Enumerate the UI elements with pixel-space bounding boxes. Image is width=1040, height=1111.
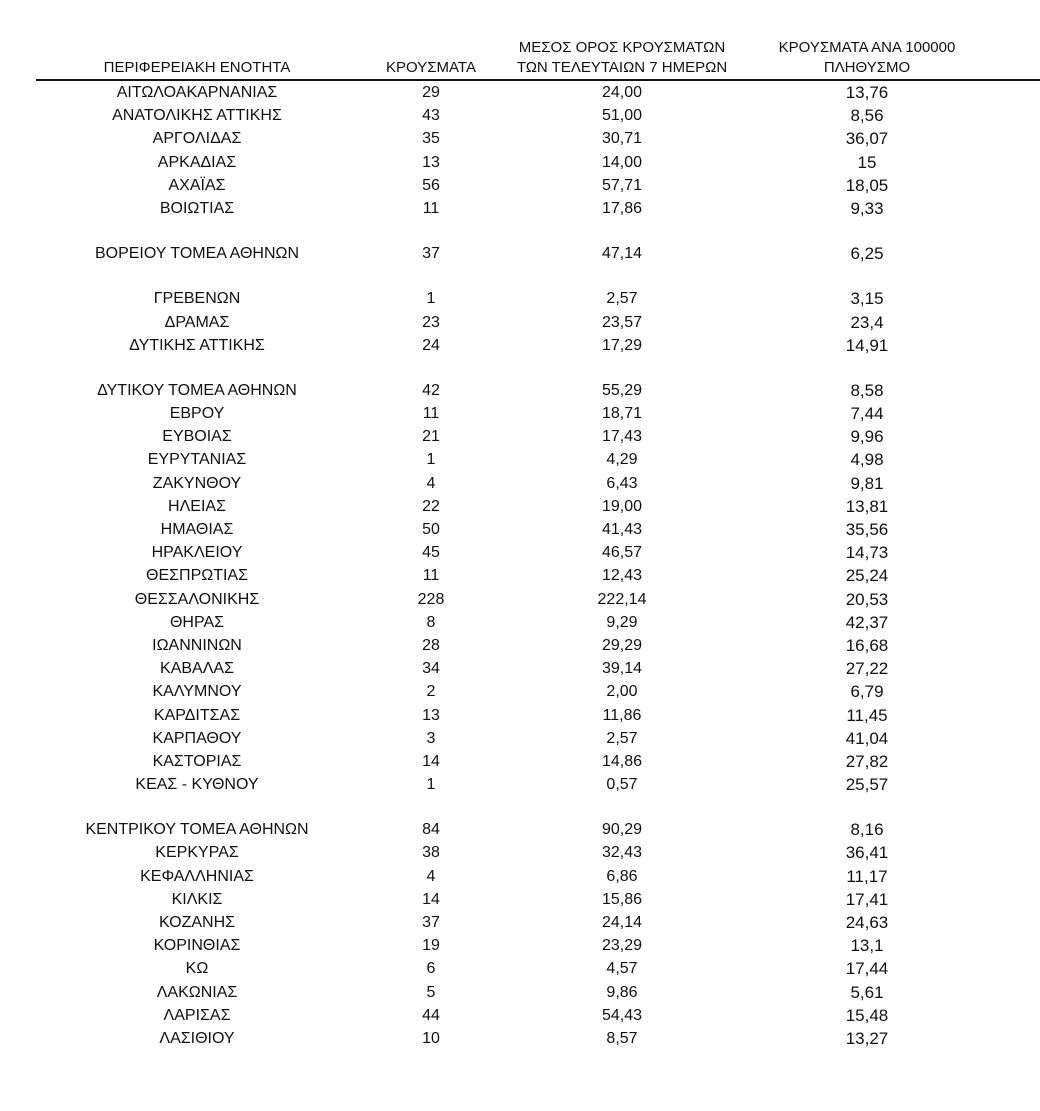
region-cell: ΙΩΑΝΝΙΝΩΝ <box>152 636 242 654</box>
region-cell: ΚΟΡΙΝΘΙΑΣ <box>153 937 241 955</box>
average-cell: 2,57 <box>606 290 638 308</box>
rate-cell: 11,45 <box>846 705 888 725</box>
cases-cell: 37 <box>422 914 440 931</box>
region-cell: ΘΕΣΣΑΛΟΝΙΚΗΣ <box>134 590 260 608</box>
average-cell: 0,57 <box>606 776 638 794</box>
average-cell: 18,71 <box>601 405 643 423</box>
table-row <box>36 1027 1004 1050</box>
average-cell: 222,14 <box>597 590 647 608</box>
average-cell: 4,29 <box>606 451 638 469</box>
table-row <box>36 704 1004 727</box>
region-cell: ΚΑΡΠΑΘΟΥ <box>152 729 242 747</box>
cases-cell: 228 <box>417 590 445 608</box>
region-cell: ΕΥΒΟΙΑΣ <box>162 428 232 446</box>
table-row <box>36 957 1004 980</box>
average-cell: 14,86 <box>601 752 643 770</box>
cases-cell: 11 <box>422 199 440 217</box>
cases-cell: 34 <box>422 660 440 678</box>
region-cell: ΚΕΦΑΛΛΗΝΙΑΣ <box>140 867 254 885</box>
table-row <box>36 611 1004 634</box>
region-cell: ΚΑΣΤΟΡΙΑΣ <box>152 752 242 770</box>
header-region <box>36 38 358 78</box>
cases-cell: 37 <box>422 245 440 263</box>
cases-cell: 13 <box>422 153 440 171</box>
rate-cell: 8,56 <box>850 106 884 126</box>
average-cell: 4,57 <box>606 960 638 978</box>
table-row <box>36 127 1004 150</box>
average-cell: 17,29 <box>601 336 643 354</box>
table-row <box>36 242 1004 265</box>
rate-cell: 23,4 <box>850 312 884 332</box>
region-cell: ΑΙΤΩΛΟΑΚΑΡΝΑΝΙΑΣ <box>116 84 278 101</box>
cases-cell: 23 <box>422 313 440 331</box>
region-cell: ΘΕΣΠΡΩΤΙΑΣ <box>146 567 248 585</box>
average-cell: 19,00 <box>601 497 643 515</box>
average-cell: 39,14 <box>601 660 643 678</box>
cases-cell: 11 <box>422 405 440 423</box>
region-cell: ΚΑΒΑΛΑΣ <box>160 660 234 678</box>
cases-cell: 21 <box>422 428 440 446</box>
average-cell: 90,29 <box>601 821 643 839</box>
table-row <box>36 104 1004 127</box>
cases-cell: 2 <box>426 683 436 701</box>
cases-cell: 35 <box>422 130 440 148</box>
cases-cell: 6 <box>426 960 436 978</box>
header-rate <box>761 38 973 78</box>
region-cell: ΚΟΖΑΝΗΣ <box>158 914 236 931</box>
rate-cell: 20,53 <box>845 589 889 609</box>
rate-cell: 6,79 <box>850 682 884 702</box>
table-row <box>36 541 1004 564</box>
cases-cell: 22 <box>422 497 440 515</box>
rate-cell: 27,82 <box>845 751 889 771</box>
table-row <box>36 680 1004 703</box>
region-cell: ΚΙΛΚΙΣ <box>171 890 223 908</box>
average-cell: 46,57 <box>601 544 643 562</box>
rate-cell: 8,16 <box>850 820 884 840</box>
rate-cell: 13,76 <box>845 83 889 102</box>
table-row <box>36 81 1004 104</box>
rate-cell: 3,15 <box>850 289 884 309</box>
cases-cell: 28 <box>422 636 440 654</box>
header-average-line-1: ΜΕΣΟΣ ΟΡΟΣ ΚΡΟΥΣΜΑΤΩΝ <box>518 39 726 56</box>
rate-cell: 15,48 <box>845 1005 889 1025</box>
region-cell: ΓΡΕΒΕΝΩΝ <box>153 290 241 308</box>
cases-cell: 1 <box>426 776 436 794</box>
region-cell: ΒΟΡΕΙΟΥ ΤΟΜΕΑ ΑΘΗΝΩΝ <box>94 245 300 263</box>
region-cell: ΕΒΡΟΥ <box>169 405 225 423</box>
average-cell: 55,29 <box>601 381 643 399</box>
region-cell: ΚΩ <box>185 960 209 978</box>
rate-cell: 13,1 <box>850 936 884 956</box>
cases-cell: 4 <box>426 474 436 492</box>
region-cell: ΚΑΡΔΙΤΣΑΣ <box>153 706 241 724</box>
average-cell: 23,29 <box>601 937 643 955</box>
rate-cell: 5,61 <box>850 982 884 1002</box>
table-row <box>36 564 1004 587</box>
region-cell: ΛΑΡΙΣΑΣ <box>163 1006 231 1024</box>
cases-cell: 29 <box>422 84 440 101</box>
table-row <box>36 448 1004 471</box>
table-row <box>36 818 1004 841</box>
rate-cell: 4,98 <box>850 450 884 470</box>
table-row <box>36 402 1004 425</box>
table-row <box>36 750 1004 773</box>
cases-cell: 45 <box>422 544 440 562</box>
region-cell: ΛΑΣΙΘΙΟΥ <box>159 1029 235 1047</box>
rate-cell: 35,56 <box>845 520 889 539</box>
cases-cell: 10 <box>422 1029 440 1047</box>
average-cell: 17,43 <box>601 428 643 446</box>
data-table <box>36 81 1004 1050</box>
average-cell: 32,43 <box>601 844 643 862</box>
cases-cell: 1 <box>426 451 436 469</box>
region-cell: ΑΡΓΟΛΙΔΑΣ <box>152 130 242 148</box>
table-row <box>36 197 1004 220</box>
average-cell: 24,14 <box>601 914 643 931</box>
header-average-line-2: ΤΩΝ ΤΕΛΕΥΤΑΙΩΝ 7 ΗΜΕΡΩΝ <box>516 59 728 76</box>
rate-cell: 15 <box>857 152 877 172</box>
rate-cell: 25,24 <box>845 566 889 586</box>
table-row <box>36 472 1004 495</box>
cases-cell: 43 <box>422 107 440 125</box>
header-cases <box>376 38 486 78</box>
table-row <box>36 934 1004 957</box>
average-cell: 6,43 <box>606 474 638 492</box>
average-cell: 6,86 <box>606 867 638 885</box>
rate-cell: 14,73 <box>845 543 889 563</box>
average-cell: 9,86 <box>606 983 638 1001</box>
table-row <box>36 865 1004 888</box>
table-row <box>36 888 1004 911</box>
header-average <box>498 38 746 78</box>
region-cell: ΗΜΑΘΙΑΣ <box>160 521 234 538</box>
average-cell: 15,86 <box>601 890 643 908</box>
cases-cell: 13 <box>422 706 440 724</box>
rate-cell: 9,33 <box>850 198 884 218</box>
region-cell: ΖΑΚΥΝΘΟΥ <box>152 474 242 492</box>
cases-cell: 3 <box>426 729 436 747</box>
region-cell: ΔΥΤΙΚΟΥ ΤΟΜΕΑ ΑΘΗΝΩΝ <box>97 381 297 399</box>
region-cell: ΚΕΝΤΡΙΚΟΥ ΤΟΜΕΑ ΑΘΗΝΩΝ <box>85 821 309 839</box>
region-cell: ΔΡΑΜΑΣ <box>164 313 230 331</box>
header-rate-line-1: ΚΡΟΥΣΜΑΤΑ ΑΝΑ 100000 <box>778 39 956 56</box>
rate-cell: 41,04 <box>845 728 889 748</box>
rate-cell: 18,05 <box>845 175 889 195</box>
rate-cell: 14,91 <box>845 335 889 355</box>
cases-cell: 38 <box>422 844 440 862</box>
cases-cell: 42 <box>422 381 440 399</box>
table-row <box>36 495 1004 518</box>
cases-cell: 11 <box>422 567 440 585</box>
average-cell: 8,57 <box>606 1029 638 1047</box>
cases-cell: 84 <box>422 821 440 839</box>
rate-cell: 6,25 <box>850 244 884 264</box>
average-cell: 2,57 <box>606 729 638 747</box>
table-row <box>36 174 1004 197</box>
rate-cell: 13,81 <box>845 496 889 516</box>
region-cell: ΛΑΚΩΝΙΑΣ <box>156 983 238 1001</box>
header-region-label: ΠΕΡΙΦΕΡΕΙΑΚΗ ΕΝΟΤΗΤΑ <box>103 59 291 76</box>
cases-cell: 19 <box>422 937 440 955</box>
region-cell: ΔΥΤΙΚΗΣ ΑΤΤΙΚΗΣ <box>129 336 265 354</box>
region-cell: ΑΧΑΪΑΣ <box>168 176 226 194</box>
table-row <box>36 151 1004 174</box>
rate-cell: 36,41 <box>845 843 889 863</box>
cases-cell: 56 <box>422 176 440 194</box>
rate-cell: 27,22 <box>845 659 889 679</box>
average-cell: 47,14 <box>601 245 643 263</box>
cases-cell: 50 <box>422 521 440 538</box>
region-cell: ΑΡΚΑΔΙΑΣ <box>157 153 237 171</box>
cases-cell: 44 <box>422 1006 440 1024</box>
cases-cell: 14 <box>422 890 440 908</box>
cases-cell: 5 <box>426 983 436 1001</box>
region-cell: ΑΝΑΤΟΛΙΚΗΣ ΑΤΤΙΚΗΣ <box>112 107 282 125</box>
average-cell: 12,43 <box>601 567 643 585</box>
region-cell: ΒΟΙΩΤΙΑΣ <box>159 199 235 217</box>
rate-cell: 8,58 <box>850 380 884 400</box>
header-rate-line-2: ΠΛΗΘΥΣΜΟ <box>823 59 911 76</box>
table-row <box>36 773 1004 796</box>
rate-cell: 42,37 <box>845 612 889 632</box>
region-cell: ΚΕΡΚΥΡΑΣ <box>155 844 239 862</box>
average-cell: 24,00 <box>601 84 643 101</box>
region-cell: ΕΥΡΥΤΑΝΙΑΣ <box>147 451 247 469</box>
cases-cell: 8 <box>426 613 436 631</box>
table-row <box>36 518 1004 541</box>
table-row <box>36 287 1004 310</box>
rate-cell: 24,63 <box>845 913 889 932</box>
region-cell: ΗΡΑΚΛΕΙΟΥ <box>151 544 243 562</box>
region-cell: ΚΑΛΥΜΝΟΥ <box>152 683 242 701</box>
average-cell: 54,43 <box>601 1006 643 1024</box>
rate-cell: 13,27 <box>845 1028 889 1048</box>
average-cell: 57,71 <box>601 176 643 194</box>
average-cell: 14,00 <box>601 153 643 171</box>
table-row <box>36 634 1004 657</box>
table-row <box>36 981 1004 1004</box>
rate-cell: 7,44 <box>850 404 884 424</box>
average-cell: 11,86 <box>602 706 642 724</box>
table-row <box>36 425 1004 448</box>
header-cases-label: ΚΡΟΥΣΜΑΤΑ <box>386 59 476 76</box>
average-cell: 9,29 <box>606 613 638 631</box>
average-cell: 17,86 <box>601 199 643 217</box>
table-row <box>36 911 1004 934</box>
cases-cell: 24 <box>422 336 440 354</box>
rate-cell: 9,81 <box>850 473 884 493</box>
table-row <box>36 657 1004 680</box>
table-header <box>36 38 1040 78</box>
rate-cell: 17,44 <box>845 959 889 979</box>
table-row <box>36 841 1004 864</box>
region-cell: ΘΗΡΑΣ <box>169 613 225 631</box>
average-cell: 23,57 <box>601 313 643 331</box>
table-row <box>36 1004 1004 1027</box>
region-cell: ΚΕΑΣ - ΚΥΘΝΟΥ <box>135 776 259 794</box>
rate-cell: 16,68 <box>845 635 889 655</box>
cases-cell: 1 <box>426 290 436 308</box>
rate-cell: 25,57 <box>845 775 889 795</box>
average-cell: 29,29 <box>601 636 643 654</box>
average-cell: 30,71 <box>601 130 643 148</box>
cases-cell: 4 <box>426 867 436 885</box>
table-row <box>36 311 1004 334</box>
table-row <box>36 588 1004 611</box>
average-cell: 2,00 <box>606 683 638 701</box>
average-cell: 41,43 <box>601 521 643 538</box>
rate-cell: 11,17 <box>846 866 888 886</box>
average-cell: 51,00 <box>601 107 643 125</box>
region-cell: ΗΛΕΙΑΣ <box>168 497 226 515</box>
table-row <box>36 334 1004 357</box>
table-row <box>36 379 1004 402</box>
rate-cell: 17,41 <box>845 889 889 909</box>
cases-cell: 14 <box>422 752 440 770</box>
table-row <box>36 727 1004 750</box>
rate-cell: 36,07 <box>845 129 889 149</box>
rate-cell: 9,96 <box>850 427 884 447</box>
